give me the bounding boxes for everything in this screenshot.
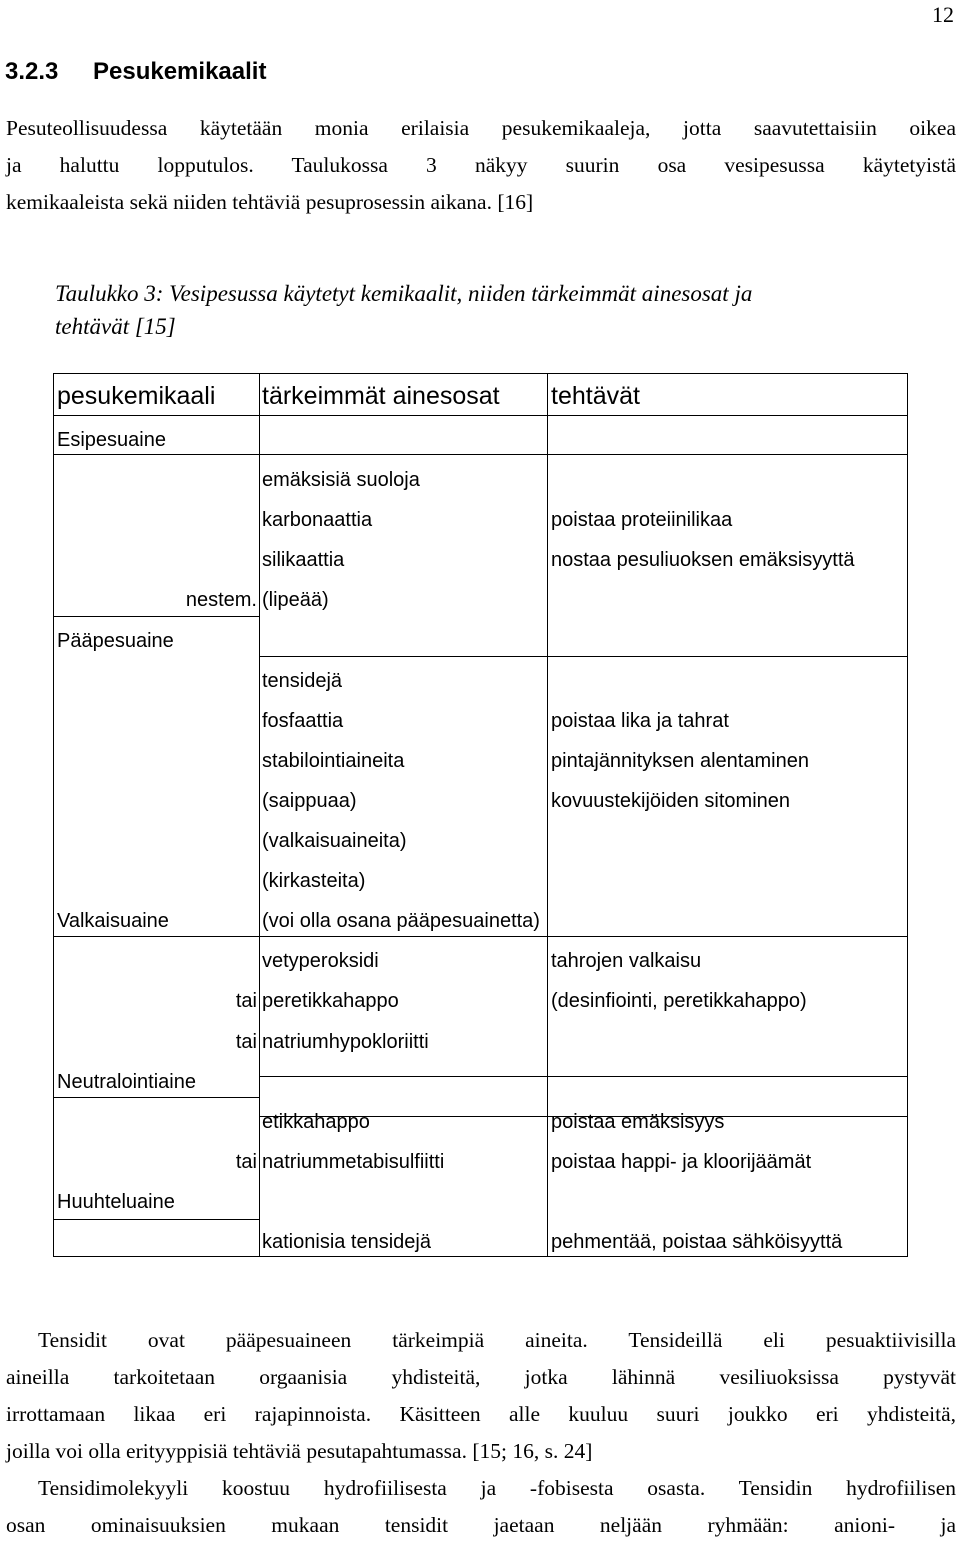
cell-component: peretikkahappo <box>262 990 399 1012</box>
cell-component: etikkahappo <box>262 1111 370 1133</box>
cell-chemical: Valkaisuaine <box>57 910 169 932</box>
section-title: Pesukemikaalit <box>93 58 267 85</box>
cell-function: poistaa proteiinilikaa <box>551 509 733 531</box>
row-rule <box>54 616 259 617</box>
cell-function: poistaa emäksisyys <box>551 1111 725 1133</box>
cell-component: vetyperoksidi <box>262 950 379 972</box>
cell-function: poistaa lika ja tahrat <box>551 710 729 732</box>
intro-line: ja haluttu lopputulos. Taulukossa 3 näkyy suurin osa vesipesussa käytetyistä <box>6 153 956 177</box>
cell-component: (voi olla osana pääpesuainetta) <box>262 910 540 932</box>
cell-component: natriummetabisulfiitti <box>262 1151 445 1173</box>
cell-component: kationisia tensidejä <box>262 1231 431 1253</box>
cell-component: stabilointiaineita <box>262 750 405 772</box>
row-rule <box>259 1076 907 1077</box>
column-divider <box>259 374 260 1256</box>
column-divider <box>547 374 548 1256</box>
intro-paragraph <box>6 110 956 221</box>
page-number: 12 <box>932 2 954 27</box>
table-caption <box>55 277 915 343</box>
body-line: osan ominaisuuksien mukaan tensidit jaetaan neljään ryhmään: anioni- ja <box>6 1513 956 1537</box>
cell-function: (desinfiointi, peretikkahappo) <box>551 990 807 1012</box>
body-line: Tensidit ovat pääpesuaineen tärkeimpiä aineita. Tensideillä eli pesuaktiivisilla <box>38 1328 956 1352</box>
row-rule <box>259 656 907 657</box>
cell-component: (saippuaa) <box>262 790 357 812</box>
cell-function: poistaa happi- ja kloorijäämät <box>551 1151 812 1173</box>
cell-component: karbonaattia <box>262 509 373 531</box>
cell-component: (kirkasteita) <box>262 870 366 892</box>
section-number: 3.2.3 <box>5 58 59 85</box>
cell-component: (valkaisuaineita) <box>262 830 407 852</box>
cell-function: nostaa pesuliuoksen emäksisyyttä <box>551 549 855 571</box>
cell-component: silikaattia <box>262 549 345 571</box>
body-line: aineilla tarkoitetaan orgaanisia yhdisteitä, jotka lähinnä vesiliuoksissa pystyvät <box>6 1365 956 1389</box>
cell-component: fosfaattia <box>262 710 344 732</box>
cell-qualifier: tai <box>235 1031 257 1053</box>
cell-chemical: Huuhteluaine <box>57 1191 175 1213</box>
cell-chemical: Esipesuaine <box>57 429 166 451</box>
cell-qualifier: nestem. <box>185 589 257 611</box>
cell-component: (lipeää) <box>262 589 329 611</box>
cell-component: emäksisiä suoloja <box>262 469 420 491</box>
header-components: tärkeimmät ainesosat <box>262 382 500 410</box>
cell-chemical: Neutralointiaine <box>57 1071 196 1093</box>
cell-qualifier: tai <box>235 990 257 1012</box>
row-rule <box>54 454 907 455</box>
header-chemical: pesukemikaali <box>57 382 216 410</box>
row-rule <box>54 1219 259 1220</box>
caption-line: Taulukko 3: Vesipesussa käytetyt kemikaalit, niiden tärkeimmät ainesosat ja <box>55 281 753 306</box>
intro-line: kemikaaleista sekä niiden tehtäviä pesuprosessin aikana. [16] <box>6 190 534 214</box>
cell-function: kovuustekijöiden sitominen <box>551 790 791 812</box>
cell-component: natriumhypokloriitti <box>262 1031 429 1053</box>
header-rule <box>54 415 907 416</box>
chemicals-table <box>53 373 908 1257</box>
cell-chemical: Pääpesuaine <box>57 630 174 652</box>
cell-function: pintajännityksen alentaminen <box>551 750 809 772</box>
row-rule <box>54 1097 259 1098</box>
cell-function: tahrojen valkaisu <box>551 950 702 972</box>
body-line: joilla voi olla erityyppisiä tehtäviä pesutapahtumassa. [15; 16, s. 24] <box>6 1439 593 1463</box>
body-line: Tensidimolekyyli koostuu hydrofiilisesta ja -fobisesta osasta. Tensidin hydrofiilisen <box>38 1476 956 1500</box>
body-line: irrottamaan likaa eri rajapinnoista. Käsitteen alle kuuluu suuri joukko eri yhdisteitä, <box>6 1402 956 1426</box>
cell-qualifier: tai <box>235 1151 257 1173</box>
section-heading <box>5 58 266 86</box>
intro-line: Pesuteollisuudessa käytetään monia erilaisia pesukemikaaleja, jotta saavutettaisiin oikea <box>6 116 956 140</box>
cell-component: tensidejä <box>262 670 343 692</box>
cell-function: pehmentää, poistaa sähköisyyttä <box>551 1231 843 1253</box>
row-rule <box>54 936 907 937</box>
body-paragraph <box>6 1322 956 1544</box>
header-functions: tehtävät <box>551 382 640 410</box>
caption-line: tehtävät [15] <box>55 314 176 339</box>
